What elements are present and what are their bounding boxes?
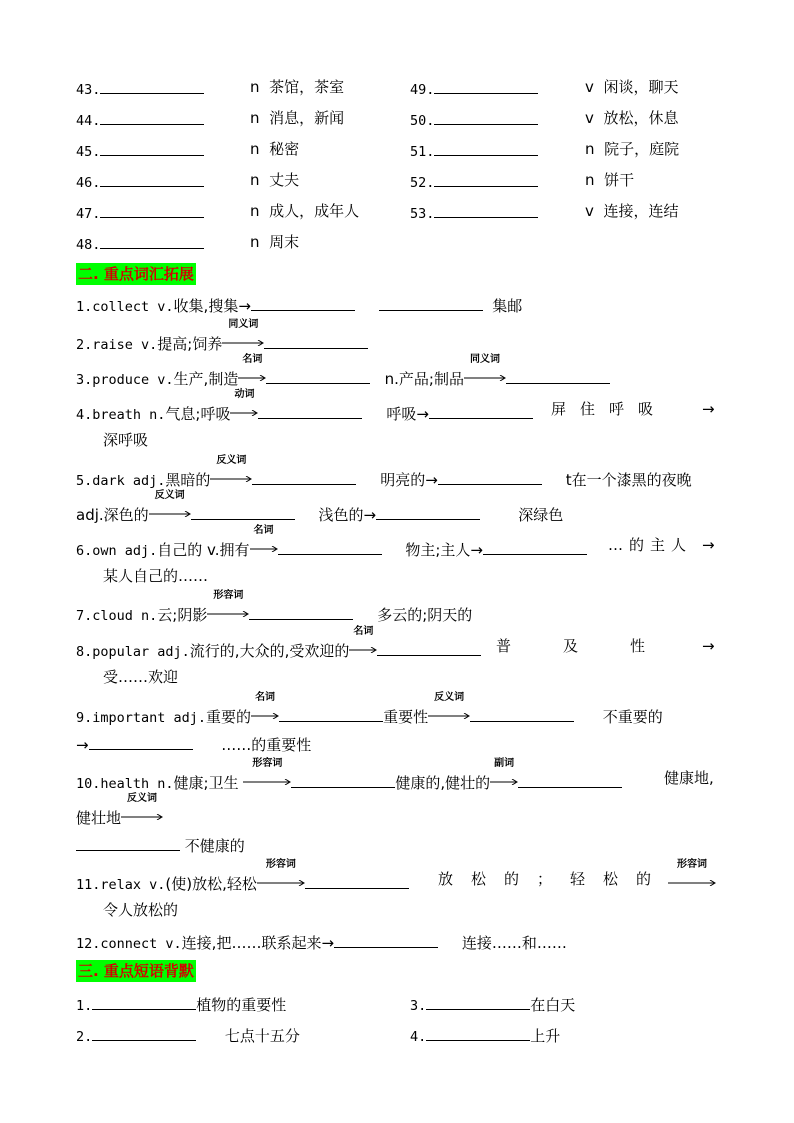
item-number: 1. <box>76 998 93 1014</box>
item-number: 51. <box>410 144 435 160</box>
arrow-label: 形容词 <box>252 758 283 769</box>
answer-blank[interactable] <box>426 993 530 1010</box>
item-number: 2. <box>76 1029 93 1045</box>
arrow-antonym <box>121 793 163 823</box>
item-text: 放松的；轻松的 <box>438 870 670 888</box>
arrow-label: 反义词 <box>434 692 465 703</box>
section-heading-vocab-expansion: 二. 重点词汇拓展 <box>78 265 194 283</box>
vocab-meaning <box>585 139 679 159</box>
arrow-glyph: → <box>76 736 89 754</box>
answer-blank[interactable] <box>279 705 383 722</box>
vocab-row <box>410 139 538 162</box>
item-text: 自己的 v.拥有 <box>157 541 250 559</box>
arrow-adjective <box>668 859 716 889</box>
item-text: 健康;卫生 <box>173 774 239 792</box>
item-text: 物主;主人→ <box>405 541 483 559</box>
item-text: 屏住呼吸 <box>551 400 668 418</box>
right-arrow-icon <box>222 340 264 346</box>
answer-blank[interactable] <box>278 538 382 555</box>
arrow-label: 反义词 <box>154 490 185 501</box>
arrow-noun <box>250 525 278 555</box>
vocab-meaning <box>250 232 299 252</box>
arrow-label: 反义词 <box>216 455 247 466</box>
exercise-item-11-arrow <box>668 859 716 894</box>
arrow-label: 同义词 <box>469 354 500 365</box>
meaning-text: 院子，庭院 <box>604 140 680 158</box>
arrow-synonym <box>222 319 264 349</box>
item-text: …的主人 <box>608 536 693 554</box>
answer-blank[interactable] <box>434 77 538 94</box>
vocab-row <box>76 139 204 162</box>
pos-tag: n <box>250 109 260 127</box>
exercise-item-10c <box>76 834 245 856</box>
item-number: 44. <box>76 113 101 129</box>
item-text: 令人放松的 <box>103 901 179 919</box>
vocab-meaning <box>585 108 678 128</box>
item-head: 11.relax v. <box>76 877 166 893</box>
answer-blank[interactable] <box>92 993 196 1010</box>
item-text: ……的重要性 <box>221 736 312 754</box>
exercise-item-10b <box>76 793 163 828</box>
exercise-item-5b <box>76 490 564 525</box>
vocab-meaning <box>250 108 344 128</box>
right-arrow-icon <box>349 647 377 653</box>
meaning-text: 秘密 <box>269 140 300 158</box>
arrow-label: 同义词 <box>228 319 259 330</box>
phrase-row <box>76 993 286 1016</box>
pos-tag: n <box>250 171 260 189</box>
right-arrow-icon <box>207 611 249 617</box>
item-text: 受……欢迎 <box>103 668 179 686</box>
item-text: 明亮的→ <box>380 471 438 489</box>
right-arrow-icon <box>251 713 279 719</box>
exercise-item-2 <box>76 319 368 355</box>
answer-blank[interactable] <box>434 201 538 218</box>
item-number: 46. <box>76 175 101 191</box>
exercise-item-8 <box>76 626 481 662</box>
pos-tag: n <box>585 171 595 189</box>
pos-tag: n <box>250 140 260 158</box>
item-text: 黑暗的 <box>165 471 211 489</box>
phrase-text: 在白天 <box>530 996 576 1014</box>
answer-blank[interactable] <box>266 367 370 384</box>
vocab-row <box>76 232 204 255</box>
arrow-noun <box>251 692 279 722</box>
exercise-item-6 <box>76 525 587 561</box>
item-text: t在一个漆黑的夜晚 <box>565 471 692 489</box>
item-number: 48. <box>76 237 101 253</box>
vocab-meaning <box>585 77 678 97</box>
right-arrow-icon <box>464 375 506 381</box>
item-head: 10.health n. <box>76 776 174 792</box>
arrow-label: 名词 <box>242 354 263 365</box>
right-arrow-icon <box>257 880 305 886</box>
arrow-glyph: → <box>702 536 715 554</box>
meaning-text: 饼干 <box>604 171 635 189</box>
item-number: 49. <box>410 82 435 98</box>
item-head: 2.raise v. <box>76 337 158 353</box>
item-number: 4. <box>410 1029 427 1045</box>
vocab-meaning <box>250 139 299 159</box>
meaning-text: 消息，新闻 <box>269 109 345 127</box>
answer-blank[interactable] <box>434 108 538 125</box>
arrow-label: 形容词 <box>265 859 296 870</box>
right-arrow-icon <box>668 880 716 886</box>
item-head: 12.connect v. <box>76 936 182 952</box>
phrase-row <box>76 1024 300 1047</box>
arrow-adjective <box>207 590 249 620</box>
item-text: 连接,把……联系起来→ <box>181 934 335 952</box>
item-text: 普及性 <box>496 637 698 655</box>
right-arrow-icon <box>230 410 258 416</box>
arrow-glyph: → <box>702 400 715 418</box>
answer-blank[interactable] <box>483 538 587 555</box>
item-text: 不重要的 <box>602 708 663 726</box>
arrow-noun <box>349 626 377 656</box>
item-text: 某人自己的…… <box>103 567 209 585</box>
exercise-item-11 <box>76 859 409 895</box>
item-number: 45. <box>76 144 101 160</box>
answer-blank[interactable] <box>379 294 483 311</box>
arrow-noun <box>238 354 266 384</box>
arrow-synonym <box>464 354 506 384</box>
exercise-item-12 <box>76 931 567 954</box>
answer-blank[interactable] <box>100 201 204 218</box>
answer-blank[interactable] <box>252 468 356 485</box>
vocab-row <box>410 201 538 224</box>
item-head: 6.own adj. <box>76 543 158 559</box>
right-arrow-icon <box>238 375 266 381</box>
exercise-item-9b <box>76 733 311 755</box>
exercise-item-4 <box>76 389 533 425</box>
vocab-meaning <box>585 201 678 221</box>
answer-blank[interactable] <box>429 402 533 419</box>
arrow-adverb <box>490 758 518 788</box>
right-arrow-icon <box>243 779 291 785</box>
item-text: 流行的,大众的,受欢迎的 <box>189 642 350 660</box>
right-arrow-icon <box>250 546 278 552</box>
right-arrow-icon <box>149 511 191 517</box>
vocab-meaning <box>250 201 359 221</box>
item-number: 43. <box>76 82 101 98</box>
item-text: 健康地, <box>664 769 714 787</box>
answer-blank[interactable] <box>100 108 204 125</box>
answer-blank[interactable] <box>506 367 610 384</box>
meaning-text: 茶馆，茶室 <box>269 78 345 96</box>
item-text: 深呼吸 <box>103 431 149 449</box>
right-arrow-icon <box>210 476 252 482</box>
meaning-text: 成人，成年人 <box>269 202 360 220</box>
arrow-glyph: → <box>702 637 715 655</box>
pos-tag: n <box>250 78 260 96</box>
pos-tag: n <box>250 202 260 220</box>
arrow-antonym <box>210 455 252 485</box>
answer-blank[interactable] <box>264 332 368 349</box>
answer-blank[interactable] <box>518 771 622 788</box>
item-text: 浅色的→ <box>318 506 377 524</box>
answer-blank[interactable] <box>438 468 542 485</box>
item-number: 53. <box>410 206 435 222</box>
exercise-item-7 <box>76 590 473 626</box>
arrow-verb <box>230 389 258 419</box>
pos-tag: n <box>585 140 595 158</box>
arrow-label: 形容词 <box>677 859 707 870</box>
phrase-text: 上升 <box>530 1027 561 1045</box>
answer-blank[interactable] <box>92 1024 196 1041</box>
exercise-item-3 <box>76 354 610 390</box>
item-text: 多云的;阴天的 <box>377 606 473 624</box>
item-number: 3. <box>410 998 427 1014</box>
pos-tag: v <box>585 109 594 127</box>
arrow-label: 副词 <box>494 758 515 769</box>
answer-blank[interactable] <box>334 931 438 948</box>
phrase-row <box>410 993 575 1016</box>
arrow-label: 名词 <box>255 692 276 703</box>
vocab-row <box>410 77 538 100</box>
item-text: 集邮 <box>492 297 523 315</box>
right-arrow-icon <box>428 713 470 719</box>
answer-blank[interactable] <box>470 705 574 722</box>
arrow-label: 名词 <box>353 626 374 637</box>
answer-blank[interactable] <box>100 170 204 187</box>
item-number: 52. <box>410 175 435 191</box>
answer-blank[interactable] <box>191 503 295 520</box>
answer-blank[interactable] <box>426 1024 530 1041</box>
answer-blank[interactable] <box>434 139 538 156</box>
answer-blank[interactable] <box>100 139 204 156</box>
phrase-row <box>410 1024 560 1047</box>
item-head: 7.cloud n. <box>76 608 158 624</box>
item-number: 47. <box>76 206 101 222</box>
item-text: 健壮地 <box>76 809 122 827</box>
item-text: 云;阴影 <box>157 606 208 624</box>
arrow-label: 名词 <box>253 525 274 536</box>
pos-tag: v <box>585 78 594 96</box>
meaning-text: 闲谈，聊天 <box>603 78 679 96</box>
arrow-label: 反义词 <box>127 793 158 804</box>
item-text: adj.深色的 <box>76 506 149 524</box>
answer-blank[interactable] <box>305 872 409 889</box>
vocab-row <box>76 170 204 193</box>
exercise-item-9 <box>76 692 663 728</box>
vocab-row <box>76 108 204 131</box>
arrow-antonym <box>149 490 191 520</box>
right-arrow-icon <box>490 779 518 785</box>
right-arrow-icon <box>121 814 163 820</box>
arrow-antonym <box>428 692 470 722</box>
vocab-row <box>410 108 538 131</box>
item-text: 不健康的 <box>184 837 245 855</box>
answer-blank[interactable] <box>376 503 480 520</box>
answer-blank[interactable] <box>100 232 204 249</box>
item-head: 4.breath n. <box>76 407 166 423</box>
item-text: 重要性 <box>383 708 429 726</box>
item-head: 5.dark adj. <box>76 473 166 489</box>
exercise-item-10 <box>76 758 622 794</box>
answer-blank[interactable] <box>100 77 204 94</box>
item-text: 深绿色 <box>518 506 564 524</box>
vocab-meaning <box>585 170 634 190</box>
phrase-text: 七点十五分 <box>224 1027 300 1045</box>
answer-blank[interactable] <box>291 771 395 788</box>
answer-blank[interactable] <box>249 603 353 620</box>
arrow-adjective <box>243 758 291 788</box>
item-text: n.产品;制品 <box>384 370 464 388</box>
meaning-text: 丈夫 <box>269 171 300 189</box>
arrow-label: 形容词 <box>213 590 244 601</box>
pos-tag: n <box>250 233 260 251</box>
item-number: 50. <box>410 113 435 129</box>
item-text: 生产,制造 <box>173 370 239 388</box>
answer-blank[interactable] <box>76 834 180 851</box>
item-head: 3.produce v. <box>76 372 174 388</box>
answer-blank[interactable] <box>434 170 538 187</box>
answer-blank[interactable] <box>89 733 193 750</box>
item-head: 9.important adj. <box>76 710 207 726</box>
item-text: (使)放松,轻松 <box>165 875 257 893</box>
item-text: 健康的,健壮的 <box>395 774 491 792</box>
vocab-row <box>76 77 204 100</box>
section-heading-phrase-recall: 三. 重点短语背默 <box>78 962 194 980</box>
answer-blank[interactable] <box>377 639 481 656</box>
item-text: 呼吸→ <box>386 405 429 423</box>
vocab-meaning <box>250 170 299 190</box>
meaning-text: 放松，休息 <box>603 109 679 127</box>
exercise-item-5 <box>76 455 692 491</box>
vocab-row <box>76 201 204 224</box>
item-text: 气息;呼吸 <box>165 405 231 423</box>
arrow-adjective <box>257 859 305 889</box>
item-text: 连接……和…… <box>461 934 567 952</box>
vocab-meaning <box>250 77 344 97</box>
item-text: 重要的 <box>206 708 252 726</box>
answer-blank[interactable] <box>251 294 355 311</box>
item-text: 收集,搜集→ <box>173 297 251 315</box>
exercise-item-1 <box>76 294 522 317</box>
vocab-row <box>410 170 538 193</box>
arrow-label: 动词 <box>234 389 255 400</box>
answer-blank[interactable] <box>258 402 362 419</box>
meaning-text: 连接，连结 <box>603 202 679 220</box>
pos-tag: v <box>585 202 594 220</box>
phrase-text: 植物的重要性 <box>196 996 287 1014</box>
meaning-text: 周末 <box>269 233 300 251</box>
item-head: 8.popular adj. <box>76 644 190 660</box>
item-text: 提高;饲养 <box>157 335 223 353</box>
item-head: 1.collect v. <box>76 299 174 315</box>
